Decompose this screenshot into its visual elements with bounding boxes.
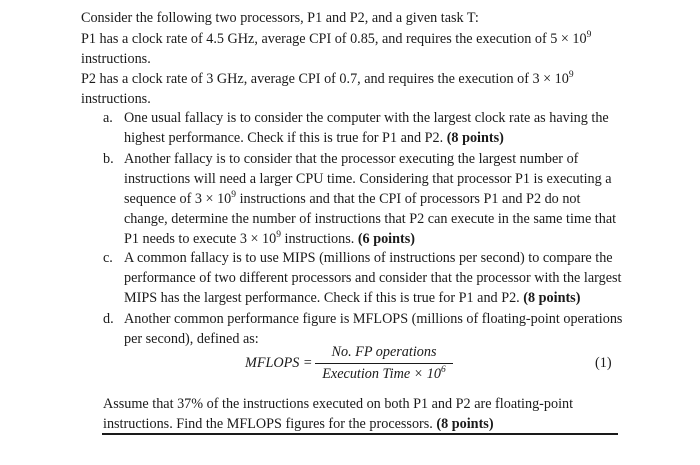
equation-numerator: No. FP operations — [331, 344, 437, 360]
equation-number: (1) — [595, 355, 612, 371]
fraction-bar — [315, 363, 453, 364]
question-b-body-3: instructions. — [280, 231, 358, 247]
equation-denominator-exponent: 6 — [440, 365, 446, 375]
p1-text-before: P1 has a clock rate of 4.5 GHz, average CPI of 0.85, and requires the execution of 5 × 10 — [81, 31, 587, 47]
question-b-marker: b. — [103, 151, 114, 167]
question-a-body: One usual fallacy is to consider the computer with the largest clock rate as having the highest performance. Check if this is true for P1 and P2. — [124, 110, 609, 146]
bottom-divider — [102, 433, 618, 435]
p1-description — [81, 29, 641, 69]
question-d-marker: d. — [103, 311, 114, 327]
assume-paragraph — [103, 394, 623, 434]
question-a-points: (8 points) — [446, 130, 504, 146]
intro-text: Consider the following two processors, P1 and P2, and a given task T: — [81, 10, 479, 26]
question-b-text — [124, 149, 624, 249]
question-b-body-1: Another fallacy is to consider that the processor executing the largest number of instructions will need a larger CPU time. Considering that processor P1 is executing a sequence of 3 × 10 — [124, 151, 612, 207]
intro-paragraph — [81, 8, 641, 28]
assume-points: (8 points) — [436, 416, 494, 432]
question-a-text — [124, 108, 624, 148]
p1-exponent: 9 — [586, 30, 592, 40]
p2-text-before: P2 has a clock rate of 3 GHz, average CPI of 0.7, and requires the execution of 3 × 10 — [81, 71, 569, 87]
question-c-body: A common fallacy is to use MIPS (millions of instructions per second) to compare the performance of two different processors and consider that the processor with the largest MIPS has the largest performance. Check if this is true for P1 and P2. — [124, 250, 622, 306]
equation-denominator-text: Execution Time × 10 — [322, 366, 441, 382]
p2-description — [81, 69, 641, 109]
p2-exponent: 9 — [568, 70, 574, 80]
question-c-points: (8 points) — [523, 290, 581, 306]
equation-denominator — [315, 365, 453, 384]
p1-text-after: instructions. — [81, 51, 151, 67]
question-d-text: Another common performance figure is MFLOPS (millions of floating-point operations per second), defined as: — [124, 311, 623, 347]
question-c-marker: c. — [103, 250, 113, 266]
p2-text-after: instructions. — [81, 91, 151, 107]
question-a-marker: a. — [103, 110, 113, 126]
question-b-exponent-2: 9 — [276, 230, 281, 240]
assume-text: Assume that 37% of the instructions executed on both P1 and P2 are floating-point instructions. Find the MFLOPS figures for the processors. — [103, 396, 574, 432]
question-b-body-2: instructions and that the CPI of processors P1 and P2 do not change, determine the number of instructions that P2 can execute in the same time that P1 needs to execute 3 × 10 — [124, 191, 617, 247]
equation-lhs: MFLOPS = — [245, 355, 313, 371]
question-b-points: (6 points) — [357, 231, 415, 247]
question-c-text — [124, 248, 624, 308]
equation-fraction — [315, 343, 453, 384]
question-b-exponent-1: 9 — [231, 190, 237, 200]
mflops-equation — [240, 343, 620, 383]
